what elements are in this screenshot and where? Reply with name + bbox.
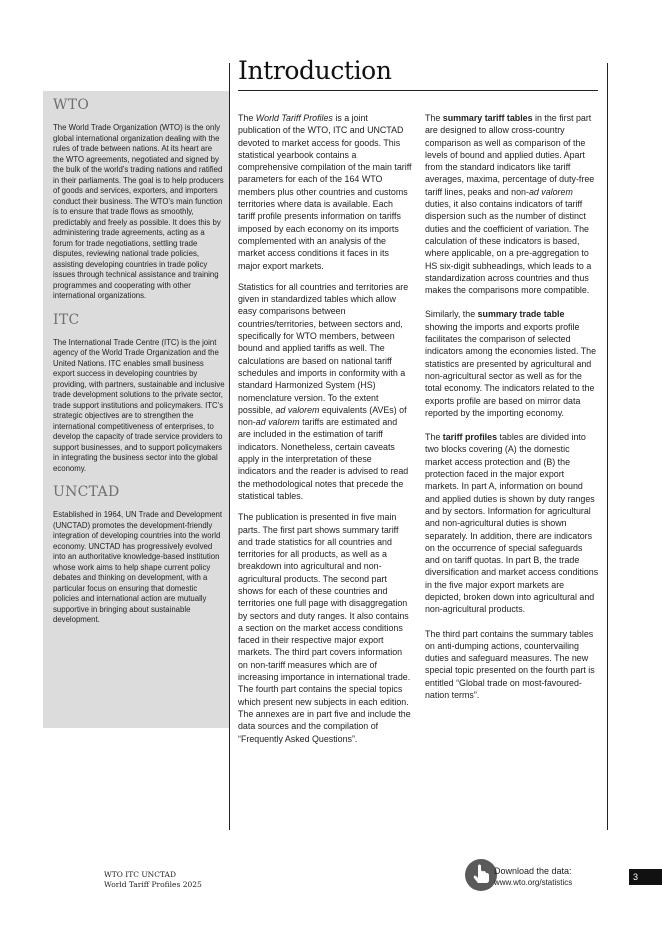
paragraph: The third part contains the summary tables on anti-dumping actions, countervailing duties and safeguard measures. The new special topic presented on the fourth part is entitled “Global trade on most-favoured-nation terms”. — [425, 628, 595, 701]
paragraph: The World Tariff Profiles is a joint publication of the WTO, ITC and UNCTAD devoted to market access for goods. This statistical yearbook contains a comprehensive compilation of the main tariff parameters for each of the 164 WTO members plus other countries and customs territories where data is available. Each tariff profile presents information on tariffs imposed by each economy on its imports complemented with an analysis of the market access conditions it faces in its major export markets. — [238, 113, 412, 271]
footer-publication — [104, 870, 202, 889]
hand-pointer-svg — [465, 859, 497, 891]
page-title: Introduction — [238, 56, 392, 85]
paragraph: The tariff profiles tables are divided into two blocks covering (A) the domestic market access protection and (B) the protection faced in the major export markets. In part A, information on bound and applied duties is shown by duty ranges and by sectors. Information for agricultural and non-agricultural duties is shown separately. In addition, there are indicators on the occurrence of special safeguards and on tariff quotas. In part B, the trade diversification and market access conditions in the five major export markets are depicted, broken down into agricultural and non-agricultural products. — [425, 432, 599, 615]
hand-pointer-icon[interactable] — [465, 859, 497, 891]
download-label: Download the data: — [494, 866, 572, 876]
sidebar-heading-wto: WTO — [53, 97, 90, 113]
footer-org-line: WTO ITC UNCTAD — [104, 870, 176, 879]
sidebar-text-unctad: Established in 1964, UN Trade and Development (UNCTAD) promotes the development-friendly integration of developing countries into the world economy. UNCTAD has progressively evolved into an authoritative knowledge-based institution whose work aims to help shape current policy debates and thinking on development, with a particular focus on ensuring that domestic policies and international action are mutually supportive in bringing about sustainable development. — [53, 510, 223, 624]
download-data — [494, 866, 572, 888]
sidebar-text-wto: The World Trade Organization (WTO) is the only global international organization dealing with the rules of trade between nations. At its heart are the WTO agreements, negotiated and signed by the bulk of the world’s trading nations and ratified in their parliaments. The goal is to help producers of goods and services, exporters, and importers conduct their business. The WTO’s main function is to ensure that trade flows as smoothly, predictably and freely as possible. It does this by administering trade agreements, acting as a forum for trade negotiations, settling trade disputes, reviewing national trade policies, assisting developing countries in trade policy issues through technical assistance and training programmes and cooperating with other international organizations. — [53, 123, 224, 300]
download-link[interactable]: www.wto.org/statistics — [494, 878, 573, 887]
paragraph: The summary tariff tables in the first part are designed to allow cross-country comparison as well as comparison of the levels of bound and applied duties. Apart from the standard indicators like tariff averages, maxima, percentage of duty-free tariff lines, peaks and non-ad valorem duties, it also contains indicators of tariff dispersion such as the number of distinct duties and the coefficient of variation. The calculation of these indicators is based, where applicable, on a pre-aggregation to HS six-digit subheadings, which leads to a standardization across countries and thus makes the comparisons more compatible. — [425, 113, 595, 296]
sidebar-heading-unctad: UNCTAD — [53, 484, 120, 500]
text-column-1 — [238, 112, 412, 754]
left-divider — [229, 63, 230, 830]
title-rule — [238, 90, 598, 91]
paragraph: Statistics for all countries and territories are given in standardized tables which allow easy comparisons between countries/territories, between sectors and, specifically for WTO members, between bound and applied tariffs as well. The calculations are based on national tariff schedules and imports in conformity with a standard Harmonized System (HS) nomenclature version. To the extent possible, ad valorem equivalents (AVEs) of non-ad valorem tariffs are estimated and are included in the estimation of tariff indicators. Nonetheless, certain caveats apply in the interpretation of these indicators and the reader is advised to read the methodological notes that precede the statistical tables. — [238, 281, 409, 501]
right-divider — [607, 63, 608, 830]
footer-pub-line: World Tariff Profiles 2025 — [104, 879, 202, 889]
page-number: 3 — [629, 869, 662, 885]
paragraph: Similarly, the summary trade table showing the imports and exports profile facilitates the comparison of selected indicators among the economies listed. The statistics are presented by agricultural and non-agricultural sector as well as for the total economy. The indicators related to the exports profile are based on mirror data reported by the importing economy. — [425, 309, 597, 418]
sidebar-text-itc: The International Trade Centre (ITC) is the joint agency of the World Trade Organization and the United Nations. ITC enables small business export success in developing countries by providing, with partners, sustainable and inclusive trade development solutions to the private sector, trade support institutions and policymakers. ITC’s strategic objectives are to strengthen the international competitiveness of enterprises, to develop the capacity of trade service providers to support businesses, and to support policymakers in integrating the business sector into the global economy. — [53, 337, 225, 473]
sidebar-heading-itc: ITC — [53, 311, 80, 328]
text-column-2 — [425, 112, 599, 713]
sidebar-section-wto — [43, 91, 229, 302]
paragraph: The publication is presented in five main parts. The first part shows summary tariff and trade statistics for all countries and territories for all products, as well as a breakdown into agricultural and non-agricultural products. The second part shows for each of these countries and territories one full page with disaggregation by sectors and duty ranges. It also contains a section on the market access conditions faced in their respective major export markets. The third part covers information on non-tariff measures which are of increasing importance in international trade. The fourth part contains the special topics which present new subjects in each edition. The annexes are in part five and include the data sources and the compilation of “Frequently Asked Questions”. — [238, 512, 411, 744]
sidebar-section-unctad — [43, 474, 229, 626]
sidebar — [43, 91, 229, 728]
sidebar-section-itc — [43, 302, 229, 475]
